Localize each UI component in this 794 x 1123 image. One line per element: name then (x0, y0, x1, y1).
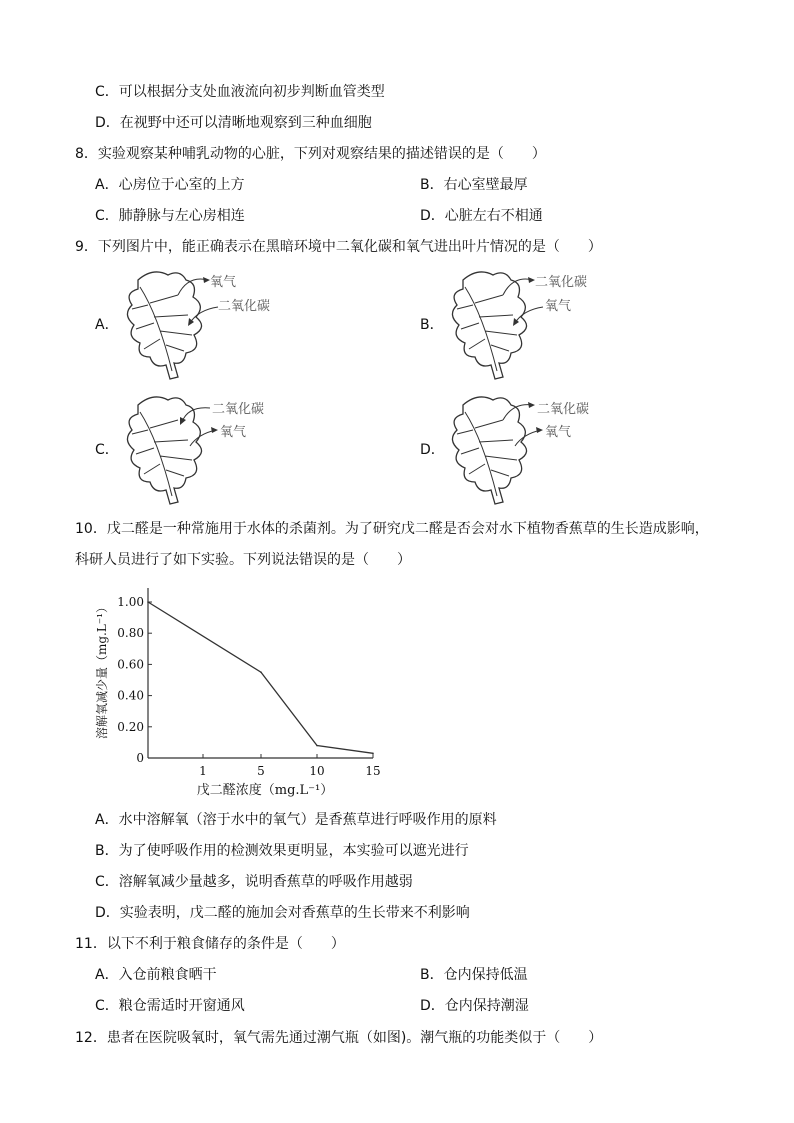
chart-y-tick-label: 0.20 (117, 719, 144, 734)
q11-option-c: C．粮仓需适时开窗通风 (95, 998, 245, 1014)
q11-stem: 11．以下不利于粮食储存的条件是（ ） (75, 936, 345, 952)
q11-option-d: D．仓内保持潮湿 (420, 998, 529, 1014)
chart-points (147, 601, 374, 754)
q9-option-d-letter: D． (420, 442, 445, 458)
q10-option-a: A．水中溶解氧（溶于水中的氧气）是香蕉草进行呼吸作用的原料 (95, 812, 497, 828)
q9-d-top-label: 二氧化碳 (537, 402, 590, 417)
q9-c-top-label: 二氧化碳 (212, 402, 265, 417)
chart-x-tick-label: 10 (309, 764, 325, 778)
q8-option-b: B．右心室壁最厚 (420, 177, 528, 193)
q10-option-d: D．实验表明，戊二醛的施加会对香蕉草的生长带来不利影响 (95, 905, 470, 921)
q10-option-c: C．溶解氧减少量越多，说明香蕉草的呼吸作用越弱 (95, 874, 413, 890)
chart-y-tick-label: 0.60 (117, 657, 144, 672)
q10-option-b: B．为了使呼吸作用的检测效果更明显，本实验可以遮光进行 (95, 843, 469, 859)
q9-b-bottom-label: 氧气 (545, 299, 572, 314)
chart-y-ticks (117, 595, 152, 765)
q9-option-b-letter: B． (420, 317, 444, 333)
dissolved-oxygen-chart (90, 580, 390, 800)
chart-y-tick-label: 0 (136, 751, 144, 765)
q9-stem: 9．下列图片中，能正确表示在黑暗环境中二氧化碳和氧气进出叶片情况的是（ ） (75, 239, 602, 255)
q9-option-a-letter: A． (95, 317, 119, 333)
q9-d-bottom-label: 氧气 (545, 425, 572, 440)
q8-option-a: A．心房位于心室的上方 (95, 177, 245, 193)
q9-b-top-label: 二氧化碳 (535, 275, 588, 290)
q11-option-a: A．入仓前粮食晒干 (95, 967, 217, 983)
chart-x-tick-label: 5 (257, 764, 265, 778)
chart-y-tick-label: 0.40 (117, 688, 144, 703)
chart-x-label: 戊二醛浓度（mg.L⁻¹） (196, 783, 334, 798)
q10-stem-line2: 科研人员进行了如下实验。下列说法错误的是（ ） (75, 552, 411, 568)
q12-stem: 12．患者在医院吸氧时，氧气需先通过潮气瓶（如图)。潮气瓶的功能类似于（ ） (75, 1030, 603, 1046)
q8-stem: 8．实验观察某种哺乳动物的心脏，下列对观察结果的描述错误的是（ ） (75, 146, 546, 162)
q9-c-bottom-label: 氧气 (220, 425, 247, 440)
q8-option-d: D．心脏左右不相通 (420, 208, 543, 224)
q9-option-c-letter: C． (95, 442, 119, 458)
q10-stem-line1: 10．戊二醛是一种常施用于水体的杀菌剂。为了研究戊二醛是否会对水下植物香蕉草的生长造成影响， (75, 521, 709, 537)
chart-data-point (260, 671, 262, 673)
chart-y-tick-label: 1.00 (117, 595, 144, 609)
chart-y-tick-label: 0.80 (117, 626, 144, 641)
q7-option-d: D．在视野中还可以清晰地观察到三种血细胞 (95, 115, 372, 131)
q9-a-top-label: 氧气 (210, 275, 237, 290)
chart-series-line (148, 602, 373, 753)
q7-option-c: C．可以根据分支处血液流向初步判断血管类型 (95, 84, 385, 100)
chart-data-point (316, 745, 318, 747)
chart-axes (148, 588, 373, 758)
chart-x-tick-label: 15 (365, 764, 381, 778)
chart-data-point (372, 753, 374, 755)
q11-option-b: B．仓内保持低温 (420, 967, 528, 983)
chart-data-point (147, 601, 149, 603)
q9-a-bottom-label: 二氧化碳 (218, 299, 271, 314)
chart-x-tick-label: 1 (199, 764, 207, 778)
q8-option-c: C．肺静脉与左心房相连 (95, 208, 245, 224)
chart-y-label: 溶解氧减少量（mg.L⁻¹） (95, 601, 109, 739)
